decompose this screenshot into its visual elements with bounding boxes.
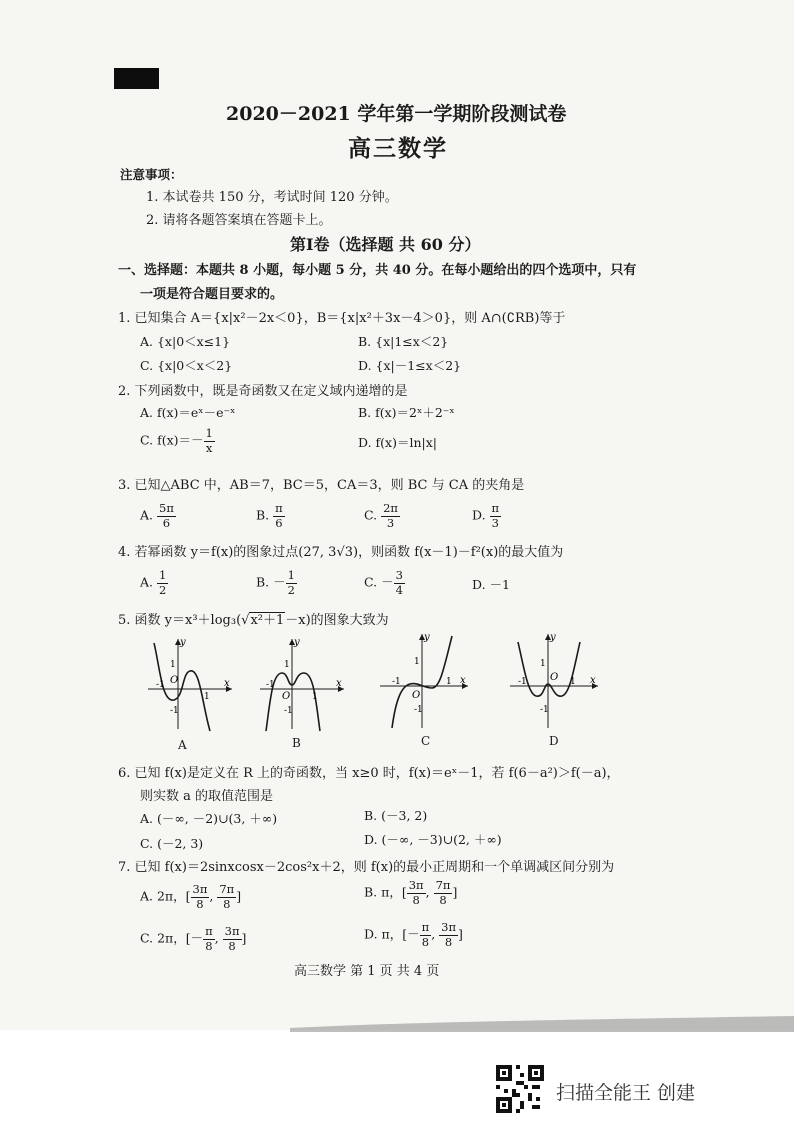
note-item: 1. 本试卷共 150 分，考试时间 120 分钟。 — [146, 190, 398, 205]
q4-option-b: B. － $\frac{1}{2}$ — [256, 568, 295, 597]
graph-c-label: C — [421, 734, 431, 748]
q7-option-b: B. π，[ $\frac{3\pi}{8}$ , $\frac{7\pi}{8}$ ] — [364, 878, 458, 907]
axis-x-label: x — [590, 675, 596, 686]
question-5-stem: 5. 函数 y＝x³＋log₃(√x²＋1－x)的图象大致为 — [118, 613, 389, 628]
graph-b — [252, 633, 352, 733]
question-3-stem: 3. 已知△ABC 中，AB＝7，BC＝5，CA＝3，则 BC 与 CA 的夹角是 — [118, 478, 525, 493]
axis-y-label: y — [424, 632, 430, 643]
question-1-stem: 1. 已知集合 A＝{x|x²－2x＜0}，B＝{x|x²＋3x－4＞0}，则 A∩(∁RB)等于 — [118, 311, 566, 326]
q2-option-b: B. f(x)＝2ˣ＋2⁻ˣ — [358, 405, 455, 420]
section-instructions: 一、选择题：本题共 8 小题，每小题 5 分，共 40 分。在每小题给出的四个选项中，只有 — [118, 263, 637, 278]
graph-d — [504, 628, 604, 733]
q7-option-a: A. 2π，[ $\frac{3\pi}{8}$ , $\frac{7\pi}{8}$ ] — [140, 882, 242, 911]
axis-x-label: x — [460, 675, 466, 686]
q4-option-d: D. －1 — [472, 577, 510, 592]
graph-d-label: D — [549, 734, 559, 748]
question-2-stem: 2. 下列函数中，既是奇函数又在定义域内递增的是 — [118, 384, 408, 399]
tick-label: 1 — [570, 677, 576, 687]
axis-y-label: y — [294, 637, 300, 648]
section-instructions-cont: 一项是符合题目要求的。 — [140, 287, 284, 302]
question-4-stem: 4. 若幂函数 y＝f(x)的图象过点(27, 3√3)，则函数 f(x－1)－f²(x)的最大值为 — [118, 545, 564, 560]
q6-option-a: A. (－∞, －2)∪(3, ＋∞) — [140, 811, 278, 826]
axis-y-label: y — [180, 637, 186, 648]
notes-heading: 注意事项： — [120, 167, 183, 182]
graph-a — [140, 633, 240, 733]
tick-label: -1 — [156, 680, 165, 690]
redaction-block — [114, 68, 159, 89]
q3-option-d: D. $\frac{\pi}{3}$ — [472, 501, 500, 530]
q4-option-a: A. $\frac{1}{2}$ — [140, 568, 167, 597]
tick-label: -1 — [392, 677, 401, 687]
tick-label: 1 — [312, 692, 318, 702]
q1-option-b: B. {x|1≤x＜2} — [358, 334, 449, 349]
axis-x-label: x — [224, 678, 230, 689]
q6-option-d: D. (－∞, －3)∪(2, ＋∞) — [364, 832, 502, 847]
origin-label: O — [282, 691, 291, 702]
graph-a-label: A — [178, 738, 187, 752]
tick-label: -1 — [414, 705, 423, 715]
exam-title: 2020－2021 学年第一学期阶段测试卷 — [226, 103, 567, 125]
origin-label: O — [550, 672, 559, 683]
tick-label: -1 — [284, 706, 293, 716]
part-heading: 第Ⅰ卷（选择题 共 60 分） — [290, 235, 481, 254]
note-item: 2. 请将各题答案填在答题卡上。 — [146, 213, 332, 228]
tick-label: 1 — [446, 677, 452, 687]
tick-label: 1 — [284, 660, 290, 670]
q3-option-b: B. $\frac{\pi}{6}$ — [256, 501, 283, 530]
axis-y-label: y — [550, 632, 556, 643]
origin-label: O — [412, 690, 421, 701]
tick-label: -1 — [540, 705, 549, 715]
q2-option-a: A. f(x)＝eˣ－e⁻ˣ — [140, 405, 236, 420]
tick-label: 1 — [170, 660, 176, 670]
q2-option-d: D. f(x)＝ln|x| — [358, 435, 437, 450]
q2-option-c: C. f(x)＝－ $\frac{1}{x}$ — [140, 426, 213, 455]
watermark-text: 扫描全能王 创建 — [556, 1082, 696, 1104]
tick-label: -1 — [266, 680, 275, 690]
axis-x-label: x — [336, 678, 342, 689]
graph-b-label: B — [292, 736, 301, 750]
q3-option-a: A. $\frac{5\pi}{6}$ — [140, 501, 174, 530]
tick-label: 1 — [540, 659, 546, 669]
q6-option-b: B. (－3, 2) — [364, 808, 428, 823]
question-6-stem-cont: 则实数 a 的取值范围是 — [140, 789, 274, 804]
page-footer: 高三数学 第 1 页 共 4 页 — [294, 964, 440, 979]
graph-c — [374, 628, 474, 733]
tick-label: -1 — [518, 677, 527, 687]
question-7-stem: 7. 已知 f(x)＝2sinxcosx－2cos²x＋2，则 f(x)的最小正周期和一个单调减区间分别为 — [118, 860, 615, 875]
q7-option-d: D. π，[－ $\frac{\pi}{8}$ , $\frac{3\pi}{8}$ ] — [364, 920, 463, 949]
page-edge-shadow — [290, 1014, 794, 1032]
q1-option-a: A. {x|0＜x≤1} — [140, 334, 231, 349]
origin-label: O — [170, 675, 179, 686]
q1-option-c: C. {x|0＜x＜2} — [140, 358, 233, 373]
tick-label: -1 — [170, 706, 179, 716]
tick-label: 1 — [204, 692, 210, 702]
q1-option-d: D. {x|－1≤x＜2} — [358, 358, 462, 373]
q6-option-c: C. (－2, 3) — [140, 836, 204, 851]
q7-option-c: C. 2π，[－ $\frac{\pi}{8}$ , $\frac{3\pi}{8}$ ] — [140, 924, 247, 953]
question-6-stem: 6. 已知 f(x)是定义在 R 上的奇函数，当 x≥0 时，f(x)＝eˣ－1，若 f(6－a²)＞f(－a)， — [118, 766, 620, 781]
q3-option-c: C. $\frac{2\pi}{3}$ — [364, 501, 398, 530]
tick-label: 1 — [414, 657, 420, 667]
exam-subject: 高三数学 — [348, 135, 448, 162]
q4-option-c: C. － $\frac{3}{4}$ — [364, 568, 403, 597]
qr-code-icon — [496, 1065, 544, 1113]
